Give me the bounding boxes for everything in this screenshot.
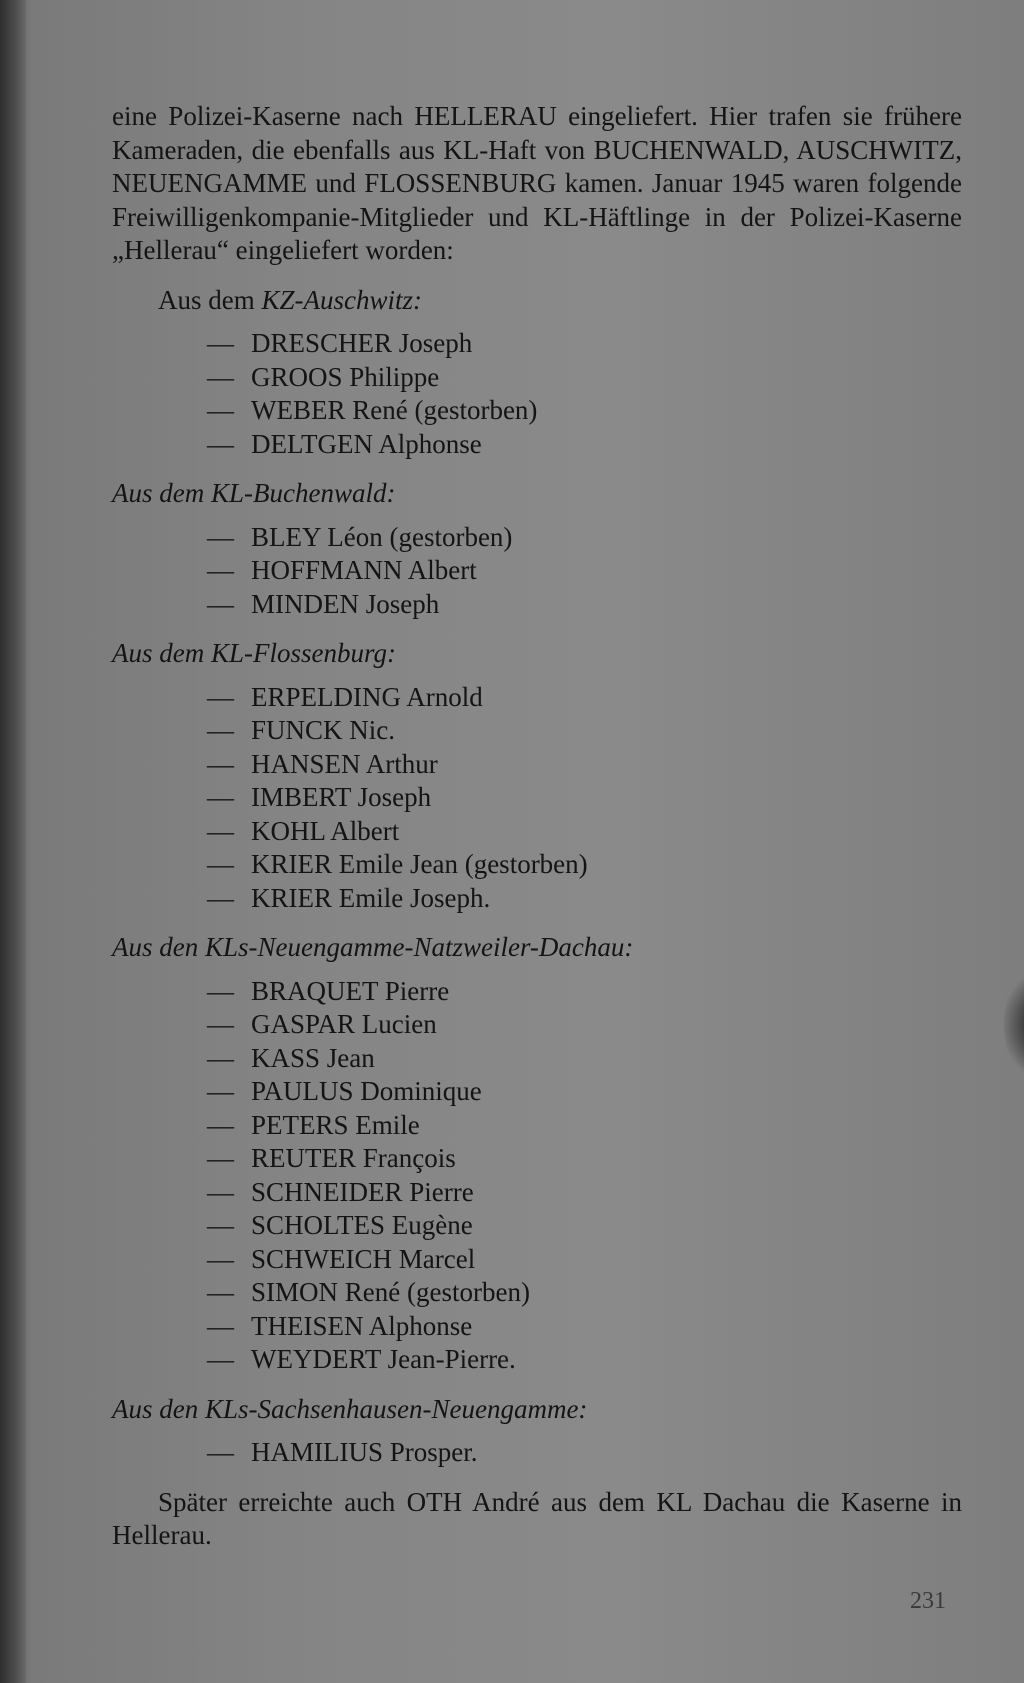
- heading-flossenburg: Aus dem KL-Flossenburg:: [112, 638, 396, 668]
- list-item: — PAULUS Dominique: [207, 1076, 482, 1106]
- list-item: — ERPELDING Arnold: [207, 681, 483, 712]
- book-gutter: [0, 0, 26, 1683]
- list-auschwitz: [112, 327, 962, 461]
- list-neuengamme-natzweiler-dachau: [112, 975, 962, 1377]
- list-item: — SCHNEIDER Pierre: [207, 1176, 474, 1207]
- list-flossenburg: [112, 681, 962, 916]
- list-item: — MINDEN Joseph: [207, 588, 440, 619]
- list-item: — WEBER René (gestorben): [207, 395, 538, 425]
- list-sachsenhausen-neuengamme: [112, 1436, 962, 1470]
- page-text: [112, 100, 962, 1553]
- list-item: — IMBERT Joseph: [207, 782, 432, 812]
- list-item: — SCHOLTES Eugène: [207, 1210, 473, 1240]
- list-item: — KRIER Emile Joseph.: [207, 882, 491, 913]
- list-item: — KRIER Emile Jean (gestorben): [207, 849, 588, 879]
- list-item: — HOFFMANN Albert: [207, 555, 477, 585]
- list-item: — KOHL Albert: [207, 815, 400, 846]
- thumb-shadow: [1004, 970, 1024, 1080]
- list-item: — DRESCHER Joseph: [207, 328, 473, 358]
- list-item: — HANSEN Arthur: [207, 748, 438, 779]
- intro-paragraph: eine Polizei-Kaserne nach HELLERAU eingeliefert. Hier trafen sie frühere Kameraden, die ebenfalls aus KL-Haft von BUCHENWALD, AUSCHWITZ, NEUENGAMME und FLOSSENBURG kamen. Januar 1945 waren folgende Freiwilligenkompanie-Mitglieder und KL-Häftlinge in der Polizei-Kaserne „Hellerau“ eingeliefert worden:: [112, 101, 962, 265]
- list-item: — HAMILIUS Prosper.: [207, 1437, 478, 1467]
- list-item: — WEYDERT Jean-Pierre.: [207, 1344, 516, 1374]
- heading-buchenwald: Aus dem KL-Buchenwald:: [112, 478, 396, 508]
- list-item: — SCHWEICH Marcel: [207, 1243, 476, 1274]
- list-item: — FUNCK Nic.: [207, 715, 396, 745]
- list-item: — THEISEN Alphonse: [207, 1310, 473, 1341]
- list-item: — BLEY Léon (gestorben): [207, 521, 513, 552]
- heading-sachsenhausen-neuengamme: Aus den KLs-Sachsenhausen-Neuengamme:: [112, 1393, 588, 1424]
- list-item: — DELTGEN Alphonse: [207, 428, 482, 459]
- heading-neuengamme-natzweiler-dachau: Aus den KLs-Neuengamme-Natzweiler-Dachau:: [112, 932, 634, 962]
- page-number: 231: [910, 1588, 946, 1614]
- list-buchenwald: [112, 521, 962, 622]
- list-item: — GASPAR Lucien: [207, 1009, 437, 1039]
- closing-paragraph: Später erreichte auch OTH André aus dem KL Dachau die Kaserne in Hellerau.: [112, 1486, 962, 1550]
- list-item: — SIMON René (gestorben): [207, 1277, 530, 1307]
- list-item: — BRAQUET Pierre: [207, 975, 450, 1006]
- list-item: — GROOS Philippe: [207, 361, 440, 392]
- list-item: — PETERS Emile: [207, 1109, 420, 1140]
- list-item: — KASS Jean: [207, 1042, 375, 1073]
- heading-auschwitz: Aus dem KZ-Auschwitz:: [158, 284, 423, 315]
- list-item: — REUTER François: [207, 1143, 456, 1173]
